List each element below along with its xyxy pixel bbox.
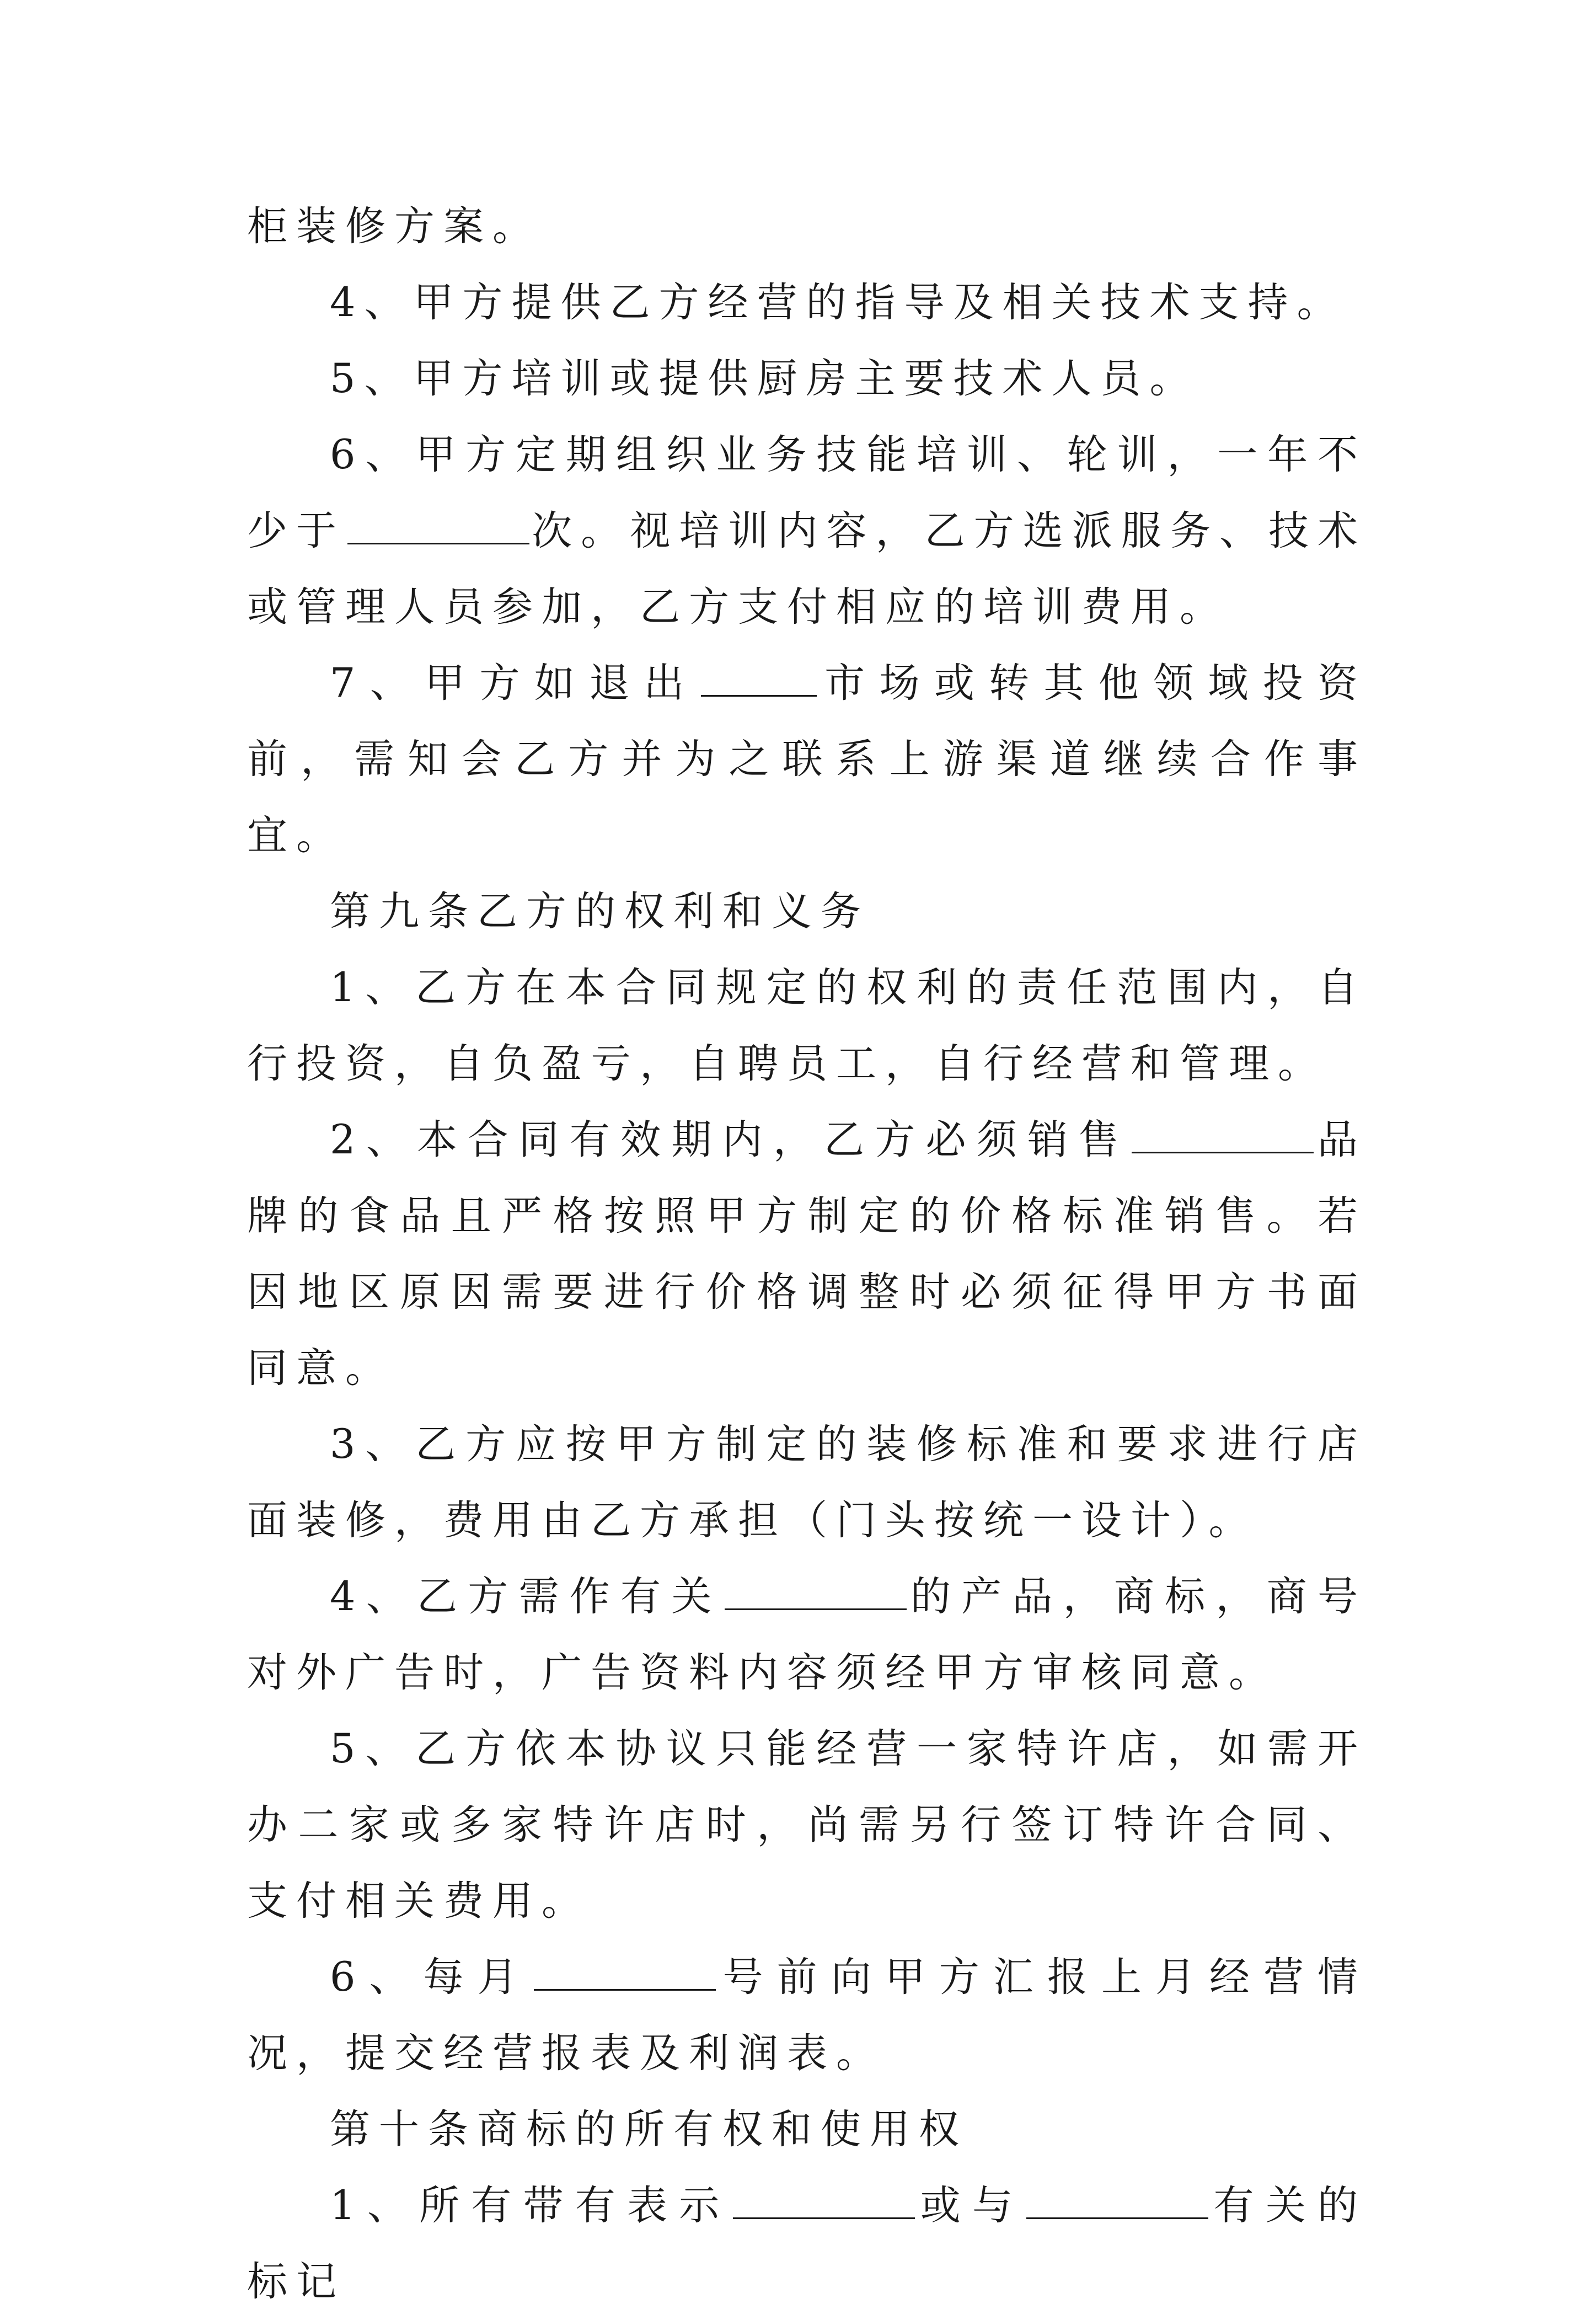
paragraph-text: 5、乙方依本协议只能经营一家特许店，如需开办二家或多家特许店时，尚需另行签订特许合同、支付相关费用。: [247, 1725, 1367, 1925]
paragraph-text: 1、所有带有表示: [330, 2182, 731, 2229]
fill-in-blank: [1132, 1119, 1314, 1153]
paragraph-p9: [247, 1559, 1367, 1711]
paragraph-text: 5、甲方培训或提供厨房主要技术人员。: [330, 355, 1199, 402]
paragraph-p3: [247, 417, 1367, 645]
fill-in-blank: [733, 2184, 915, 2219]
paragraph-text: 7、甲方如退出: [330, 660, 699, 707]
fill-in-blank: [1026, 2184, 1208, 2219]
paragraph-p2: [247, 341, 1367, 417]
fill-in-blank: [725, 1575, 907, 1610]
paragraph-text: 市场或转其他领域投资前，需知会乙方并为之联系上游渠道继续合作事宜。: [247, 660, 1367, 859]
paragraph-p0: [247, 189, 1367, 265]
paragraph-text: 柜装修方案。: [247, 203, 542, 250]
paragraph-p4: [247, 645, 1367, 874]
paragraph-text: 号前向甲方汇报上月经营情况，提交经营报表及利润表。: [247, 1954, 1367, 2077]
paragraph-text: 2、本合同有效期内，乙方必须销售: [330, 1116, 1129, 1163]
paragraph-text: 或与: [917, 2182, 1025, 2229]
paragraph-text: 品牌的食品且严格按照甲方制定的价格标准销售。若因地区原因需要进行价格调整时必须征得甲方书面同意。: [247, 1116, 1367, 1392]
paragraph-text: 1、乙方在本合同规定的权利的责任范围内，自行投资，自负盈亏，自聘员工，自行经营和管理。: [247, 964, 1367, 1087]
paragraph-p6: [247, 950, 1367, 1102]
paragraph-p12: [247, 2092, 1367, 2168]
paragraph-text: 有关的标记: [247, 2182, 1367, 2305]
paragraph-text: 的产品，商标，商号对外广告时，广告资料内容须经甲方审核同意。: [247, 1573, 1367, 1696]
paragraph-p13: [247, 2168, 1367, 2320]
paragraph-text: 第十条商标的所有权和使用权: [330, 2106, 968, 2153]
paragraph-text: 次。视培训内容，乙方选派服务、技术或管理人员参加，乙方支付相应的培训费用。: [247, 507, 1367, 630]
paragraph-text: 3、乙方应按甲方制定的装修标准和要求进行店面装修，费用由乙方承担（门头按统一设计）。: [247, 1421, 1367, 1544]
paragraph-p1: [247, 265, 1367, 341]
fill-in-blank: [347, 510, 529, 544]
paragraph-p11: [247, 1939, 1367, 2092]
paragraph-p10: [247, 1711, 1367, 1939]
paragraph-p5: [247, 874, 1367, 950]
paragraph-p7: [247, 1102, 1367, 1407]
paragraph-text: 4、乙方需作有关: [330, 1573, 722, 1620]
paragraph-text: 4、甲方提供乙方经营的指导及相关技术支持。: [330, 279, 1346, 326]
paragraph-text: 6、甲方定期组织业务技能培训、轮训，一年不少于: [247, 431, 1367, 554]
document-body: [247, 189, 1367, 2320]
fill-in-blank: [534, 1956, 716, 1991]
paragraph-text: 6、每月: [330, 1954, 532, 2001]
fill-in-blank: [701, 662, 817, 697]
paragraph-text: 第九条乙方的权利和义务: [330, 888, 870, 935]
paragraph-p8: [247, 1407, 1367, 1559]
